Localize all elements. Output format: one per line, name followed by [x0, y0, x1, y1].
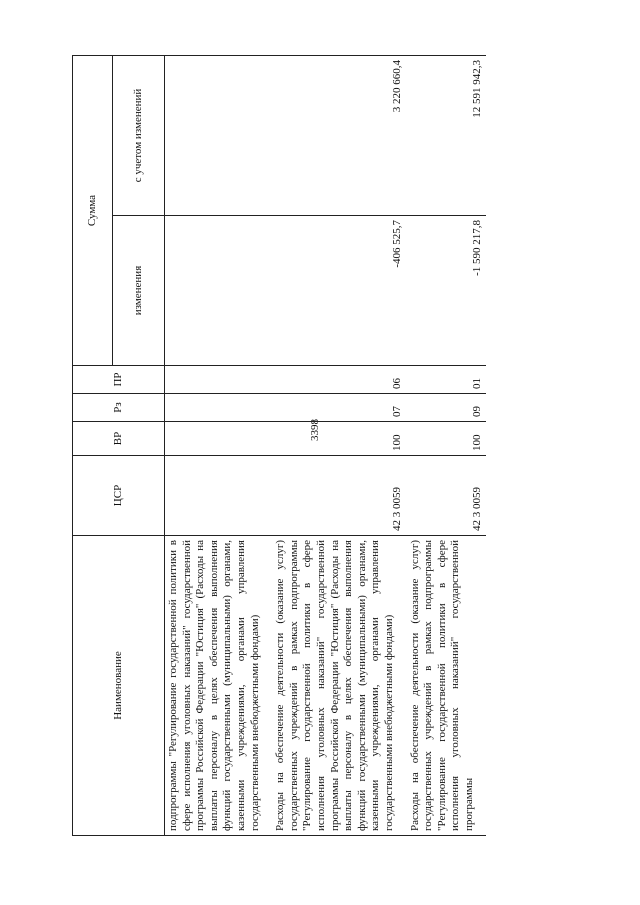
- page-number: 3398: [309, 419, 321, 441]
- row-csr: 42 3 0059: [407, 456, 487, 536]
- row-name: Расходы на обеспечение деятельности (оказание услуг) государственных учреждений в рамках подпрограммы "Регулирование государственной политики в сфере исполнения уголовных наказаний" государственной программы: [407, 536, 487, 836]
- row-rz: [165, 394, 273, 422]
- header-change: изменения: [113, 216, 165, 366]
- row-with-change: 12 591 942,3: [407, 56, 487, 216]
- row-vr: 100: [272, 422, 406, 456]
- row-with-change: 3 220 660,4: [272, 56, 406, 216]
- table-row: [272, 56, 406, 836]
- header-name: Наименование: [73, 536, 165, 836]
- row-csr: [165, 456, 273, 536]
- row-change: [165, 216, 273, 366]
- row-pr: 01: [407, 366, 487, 394]
- row-rz: 09: [407, 394, 487, 422]
- row-rz: 07: [272, 394, 406, 422]
- header-rz: Рз: [73, 394, 165, 422]
- header-sum: Сумма: [73, 56, 113, 366]
- row-csr: 42 3 0059: [272, 456, 406, 536]
- row-name: подпрограммы "Регулирование государственной политики в сфере исполнения уголовных наказаний" государственной программы Российской Федерации "Юстиция" (Расходы на выплаты персоналу в целях обеспечения выполнения функций государственными (муниципальными) органами, казенными учреждениями, органами управления государственными внебюджетными фондами): [165, 536, 273, 836]
- header-pr: ПР: [73, 366, 165, 394]
- row-pr: 06: [272, 366, 406, 394]
- table-row: [407, 56, 487, 836]
- row-pr: [165, 366, 273, 394]
- row-change: -1 590 217,8: [407, 216, 487, 366]
- header-with-change: с учетом изменений: [113, 56, 165, 216]
- header-vr: ВР: [73, 422, 165, 456]
- table-row: [165, 56, 273, 836]
- row-change: -406 525,7: [272, 216, 406, 366]
- row-name: Расходы на обеспечение деятельности (оказание услуг) государственных учреждений в рамках подпрограммы "Регулирование государственной политики в сфере исполнения уголовных наказаний" государственной программы Российской Федерации "Юстиция" (Расходы на выплаты персоналу в целях обеспечения выполнения функций государственными (муниципальными) органами, казенными учреждениями, органами управления государственными внебюджетными фондами): [272, 536, 406, 836]
- row-vr: [165, 422, 273, 456]
- row-vr: 100: [407, 422, 487, 456]
- budget-table-sheet: [72, 56, 572, 836]
- row-with-change: [165, 56, 273, 216]
- header-csr: ЦСР: [73, 456, 165, 536]
- budget-table: [72, 55, 486, 836]
